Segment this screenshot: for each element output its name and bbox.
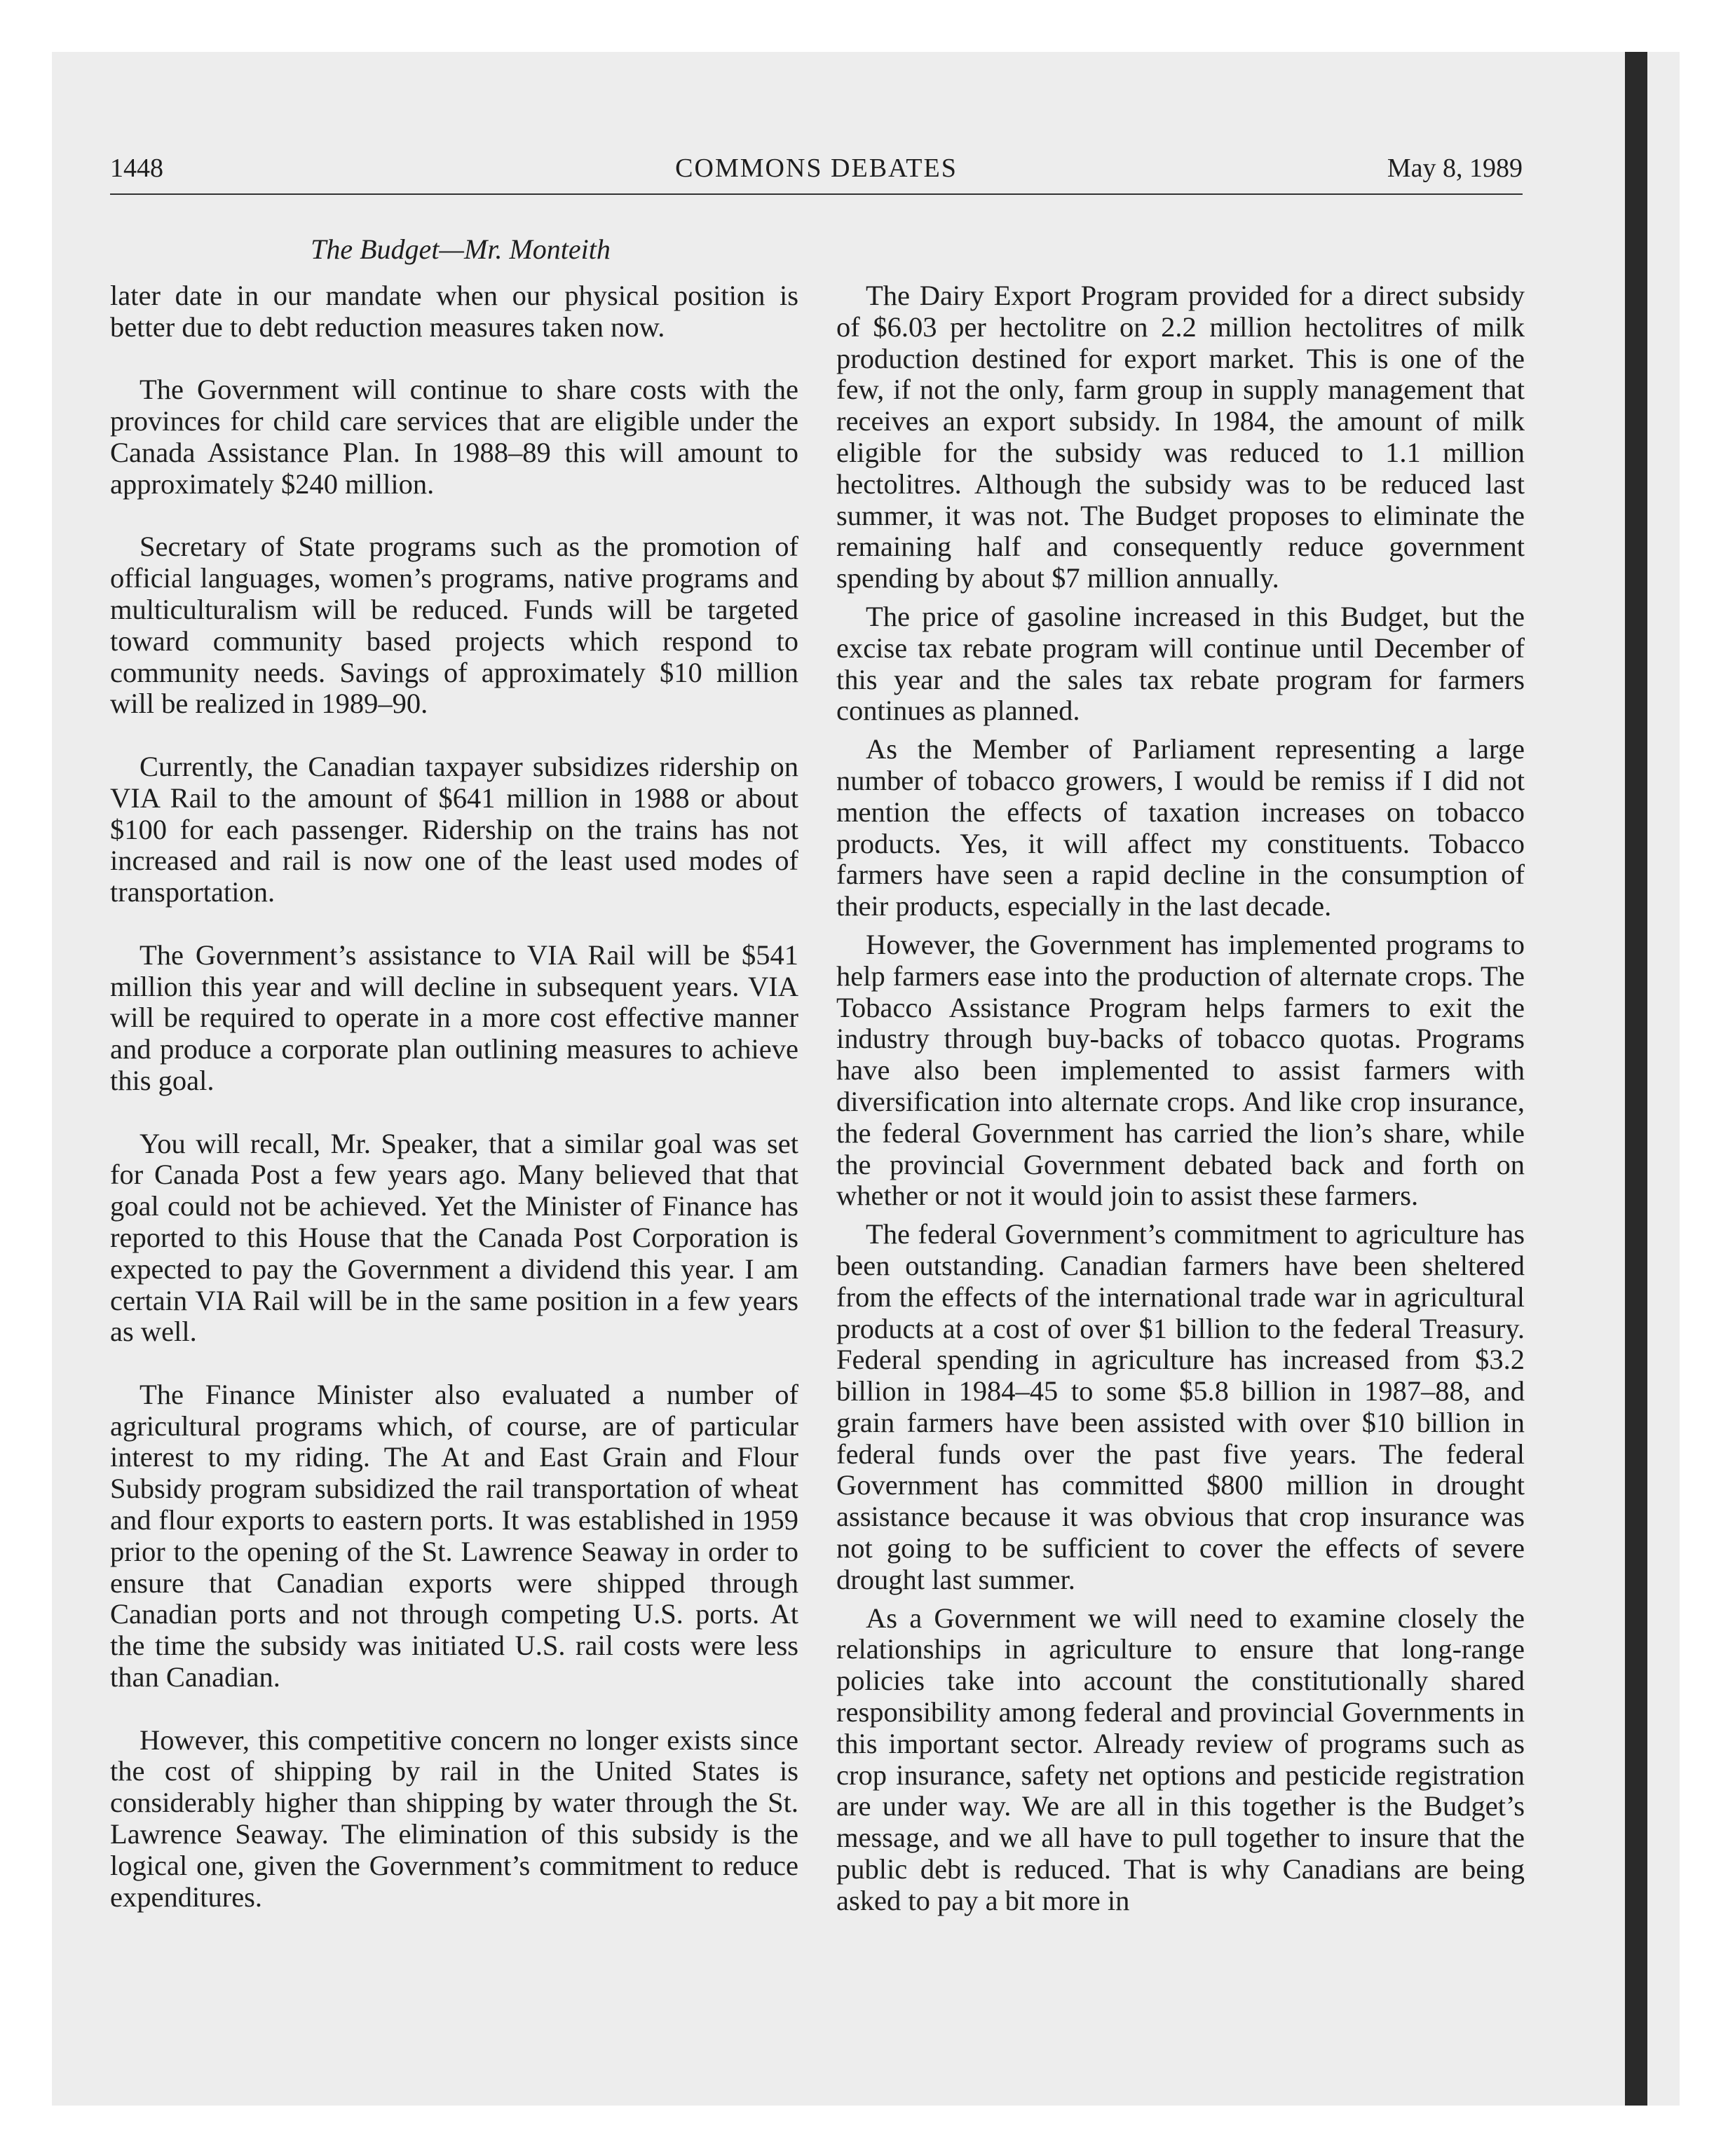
page-header: [110, 153, 1523, 192]
left-column: [110, 280, 798, 1944]
paragraph: The Dairy Export Program provided for a direct subsidy of $6.03 per hectolitre on 2.2 million hectolitres of milk production destined for export market. This is one of the few, if not the only, farm group in supply management that receives an export subsidy. In 1984, the amount of milk eligible for the subsidy was reduced to 1.1 million hectolitres. Although the subsidy was to be reduced last summer, it was not. The Budget proposes to eliminate the remaining half and consequently reduce government spending by about $7 million annually.: [836, 280, 1525, 594]
publication-title: COMMONS DEBATES: [675, 153, 958, 183]
paragraph: Currently, the Canadian taxpayer subsidizes ridership on VIA Rail to the amount of $641 million in 1988 or about $100 for each passenger. Ridership on the trains has not increased and rail is now one of the least used modes of transportation.: [110, 750, 798, 908]
right-column: [836, 280, 1525, 1924]
paragraph: As a Government we will need to examine closely the relationships in agriculture to ensure that long-range policies take into account the constitutionally shared responsibility among federal and provincial Governments in this important sector. Already review of programs such as crop insurance, safety net options and pesticide registration are under way. We are all in this together is the Budget’s message, and we all have to pull together to insure that the public debt is reduced. That is why Canadians are being asked to pay a bit more in: [836, 1602, 1525, 1916]
paragraph: The Government will continue to share costs with the provinces for child care services that are eligible under the Canada Assistance Plan. In 1988–89 this will amount to approximately $240 million.: [110, 374, 798, 500]
paragraph: The Finance Minister also evaluated a number of agricultural programs which, of course, are of particular interest to my riding. The At and East Grain and Flour Subsidy program subsidized the rail transportation of wheat and flour exports to eastern ports. It was established in 1959 prior to the opening of the St. Lawrence Seaway in order to ensure that Canadian exports were shipped through Canadian ports and not through competing U.S. ports. At the time the subsidy was initiated U.S. rail costs were less than Canadian.: [110, 1378, 798, 1693]
paragraph: The price of gasoline increased in this Budget, but the excise tax rebate program will continue until December of this year and the sales tax rebate program for farmers continues as planned.: [836, 600, 1525, 727]
paragraph: However, the Government has implemented programs to help farmers ease into the production of alternate crops. The Tobacco Assistance Program helps farmers to exit the industry through buy-backs of tobacco quotas. Programs have also been implemented to assist farmers with diversification into alternate crops. And like crop insurance, the federal Government has carried the lion’s share, while the provincial Government debated back and forth on whether or not it would join to assist these farmers.: [836, 928, 1525, 1212]
paragraph: The Government’s assistance to VIA Rail will be $541 million this year and will decline in subsequent years. VIA will be required to operate in a more cost effective manner and produce a corporate plan outlining measures to achieve this goal.: [110, 939, 798, 1096]
running-head: The Budget—Mr. Monteith: [311, 233, 611, 265]
paragraph: later date in our mandate when our physical position is better due to debt reduction measures taken now.: [110, 280, 798, 343]
header-rule: [110, 193, 1523, 195]
paragraph: Secretary of State programs such as the promotion of official languages, women’s programs, native programs and multiculturalism will be reduced. Funds will be targeted toward community based projects which respond to community needs. Savings of approximately $10 million will be realized in 1989–90.: [110, 531, 798, 720]
header-date: May 8, 1989: [1387, 153, 1523, 183]
page-number: 1448: [110, 153, 163, 183]
paragraph: The federal Government’s commitment to agriculture has been outstanding. Canadian farmers have been sheltered from the effects of the international trade war in agricultural products at a cost of over $1 billion to the federal Treasury. Federal spending in agriculture has increased from $3.2 billion in 1984–45 to some $5.8 billion in 1987–88, and grain farmers have been assisted with over $10 billion in federal funds over the past five years. The federal Government has committed $800 million in drought assistance because it was obvious that crop insurance was not going to be sufficient to cover the effects of severe drought last summer.: [836, 1218, 1525, 1595]
paragraph: However, this competitive concern no longer exists since the cost of shipping by rail in the United States is considerably higher than shipping by water through the St. Lawrence Seaway. The elimination of this subsidy is the logical one, given the Government’s commitment to reduce expenditures.: [110, 1724, 798, 1913]
paragraph: As the Member of Parliament representing a large number of tobacco growers, I would be remiss if I did not mention the effects of taxation increases on tobacco products. Yes, it will affect my constituents. Tobacco farmers have seen a rapid decline in the consumption of their products, especially in the last decade.: [836, 733, 1525, 922]
paragraph: You will recall, Mr. Speaker, that a similar goal was set for Canada Post a few years ago. Many believed that that goal could not be achieved. Yet the Minister of Finance has reported to this House that the Canada Post Corporation is expected to pay the Government a dividend this year. I am certain VIA Rail will be in the same position in a few years as well.: [110, 1127, 798, 1348]
scan-edge-strip: [1625, 52, 1647, 2106]
